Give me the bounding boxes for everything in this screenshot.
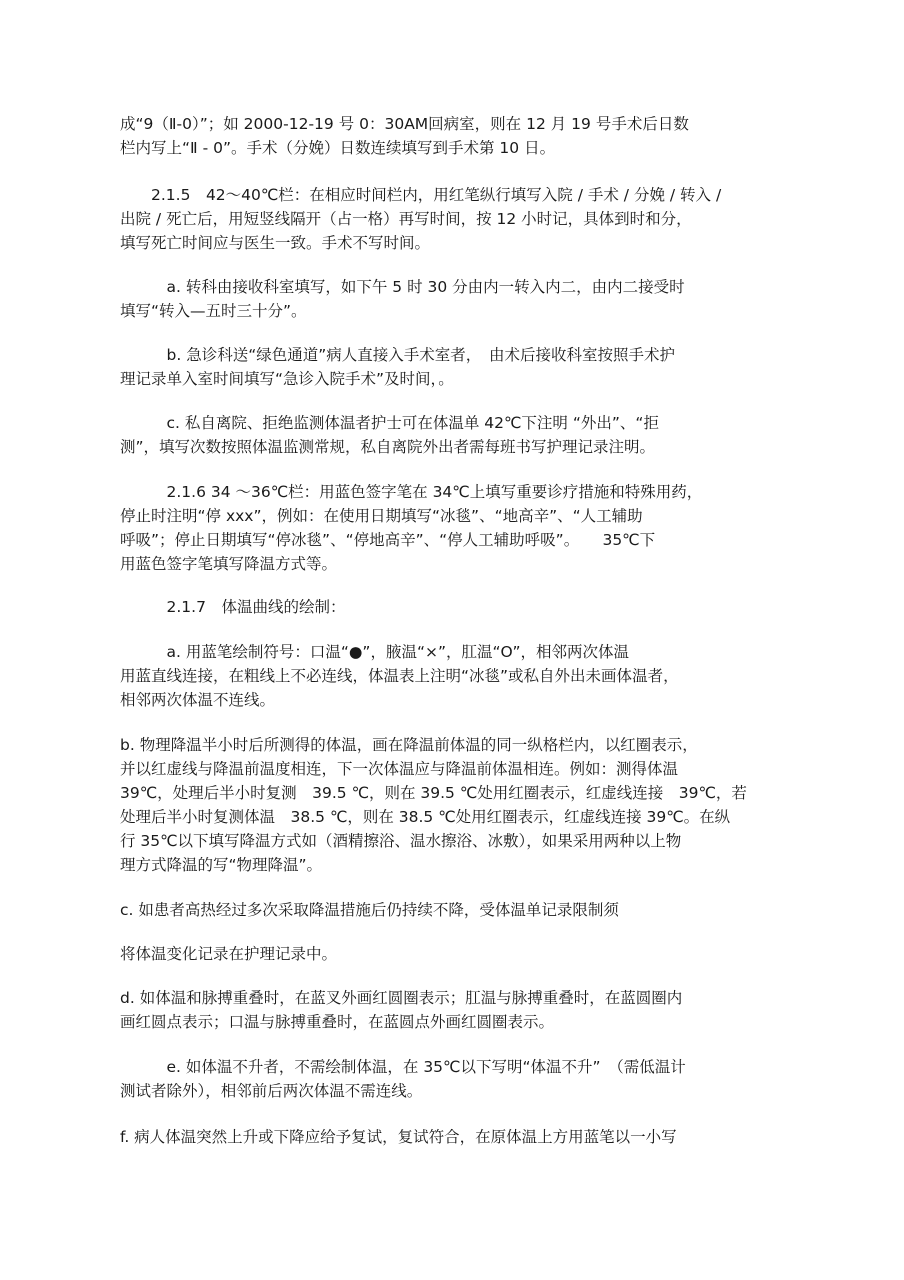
text-line: 2.1.5 42～40℃栏：在相应时间栏内，用红笔纵行填写入院 / 手术 / 分娩 / 转入 /	[120, 186, 722, 204]
paragraph-2-1-5-a	[120, 275, 800, 323]
text-line: 停止时注明“停 xxx”，例如：在使用日期填写“冰毯”、“地高辛”、“人工辅助	[120, 507, 643, 525]
text-line: 相邻两次体温不连线。	[120, 691, 276, 709]
text-line: e. 如体温不升者，不需绘制体温，在 35℃以下写明“体温不升” （需低温计	[120, 1058, 686, 1076]
text-line: 填写“转入—五时三十分”。	[120, 302, 307, 320]
paragraph-2-1-5	[120, 183, 800, 255]
text-line: f. 病人体温突然上升或下降应给予复试，复试符合，在原体温上方用蓝笔以一小写	[120, 1128, 677, 1146]
text-line: a. 用蓝笔绘制符号：口温“●”，腋温“×”，肛温“O”，相邻两次体温	[120, 643, 629, 661]
text-line: 39℃，处理后半小时复测 39.5 ℃，则在 39.5 ℃处用红圈表示，红虚线连接 39℃，若	[120, 784, 747, 802]
text-line: 栏内写上“Ⅱ - 0”。手术（分娩）日数连续填写到手术第 10 日。	[120, 139, 556, 157]
paragraph-2-1-7-a	[120, 640, 800, 712]
text-line: b. 急诊科送“绿色通道”病人直接入手术室者， 由术后接收科室按照手术护	[120, 346, 676, 364]
text-line: c. 如患者高热经过多次采取降温措施后仍持续不降，受体温单记录限制须	[120, 901, 619, 919]
text-line: 测”，填写次数按照体温监测常规，私自离院外出者需每班书写护理记录注明。	[120, 438, 656, 456]
text-line: 填写死亡时间应与医生一致。手术不写时间。	[120, 234, 431, 252]
text-line: 用蓝直线连接，在粗线上不必连线，体温表上注明“冰毯”或私自外出未画体温者，	[120, 667, 679, 685]
paragraph-2-1-6	[120, 480, 800, 576]
text-line: 处理后半小时复测体温 38.5 ℃，则在 38.5 ℃处用红圈表示，红虚线连接 39℃。在纵	[120, 808, 731, 826]
paragraph-2-1-7-d	[120, 986, 800, 1034]
paragraph-2-1-5-c	[120, 411, 800, 459]
text-line: 理方式降温的写“物理降温”。	[120, 856, 323, 874]
text-line: 测试者除外），相邻前后两次体温不需连线。	[120, 1082, 423, 1100]
text-line: 2.1.7 体温曲线的绘制：	[120, 598, 346, 616]
paragraph-2-1-7-c-cont	[120, 942, 800, 966]
paragraph-surgery-days	[120, 112, 800, 160]
paragraph-2-1-7-f	[120, 1125, 800, 1149]
paragraph-2-1-7-b	[120, 733, 800, 877]
text-line: 画红圆点表示；口温与脉搏重叠时，在蓝圆点外画红圆圈表示。	[120, 1013, 555, 1031]
text-line: 并以红虚线与降温前温度相连，下一次体温应与降温前体温相连。例如：测得体温	[120, 760, 679, 778]
text-line: d. 如体温和脉搏重叠时，在蓝叉外画红圆圈表示；肛温与脉搏重叠时，在蓝圆圈内	[120, 989, 683, 1007]
text-line: 出院 / 死亡后，用短竖线隔开（占一格）再写时间，按 12 小时记，具体到时和分，	[120, 210, 692, 228]
text-line: 将体温变化记录在护理记录中。	[120, 945, 338, 963]
paragraph-2-1-7-c	[120, 898, 800, 922]
text-line: a. 转科由接收科室填写，如下午 5 时 30 分由内一转入内二，由内二接受时	[120, 278, 685, 296]
text-line: c. 私自离院、拒绝监测体温者护士可在体温单 42℃下注明 “外出”、“拒	[120, 414, 659, 432]
text-line: 理记录单入室时间填写“急诊入院手术”及时间，。	[120, 370, 454, 388]
text-line: 行 35℃以下填写降温方式如（酒精擦浴、温水擦浴、冰敷），如果采用两种以上物	[120, 832, 682, 850]
text-line: 成“9（Ⅱ-0）”；如 2000-12-19 号 0：30AM回病室，则在 12 月 19 号手术后日数	[120, 115, 689, 133]
paragraph-2-1-7	[120, 595, 800, 619]
text-line: b. 物理降温半小时后所测得的体温，画在降温前体温的同一纵格栏内，以红圈表示，	[120, 736, 698, 754]
paragraph-2-1-7-e	[120, 1055, 800, 1103]
text-line: 呼吸”；停止日期填写“停冰毯”、“停地高辛”、“停人工辅助呼吸”。 35℃下	[120, 531, 656, 549]
text-line: 用蓝色签字笔填写降温方式等。	[120, 555, 338, 573]
text-line: 2.1.6 34 ～36℃栏：用蓝色签字笔在 34℃上填写重要诊疗措施和特殊用药，	[120, 483, 703, 501]
paragraph-2-1-5-b	[120, 343, 800, 391]
